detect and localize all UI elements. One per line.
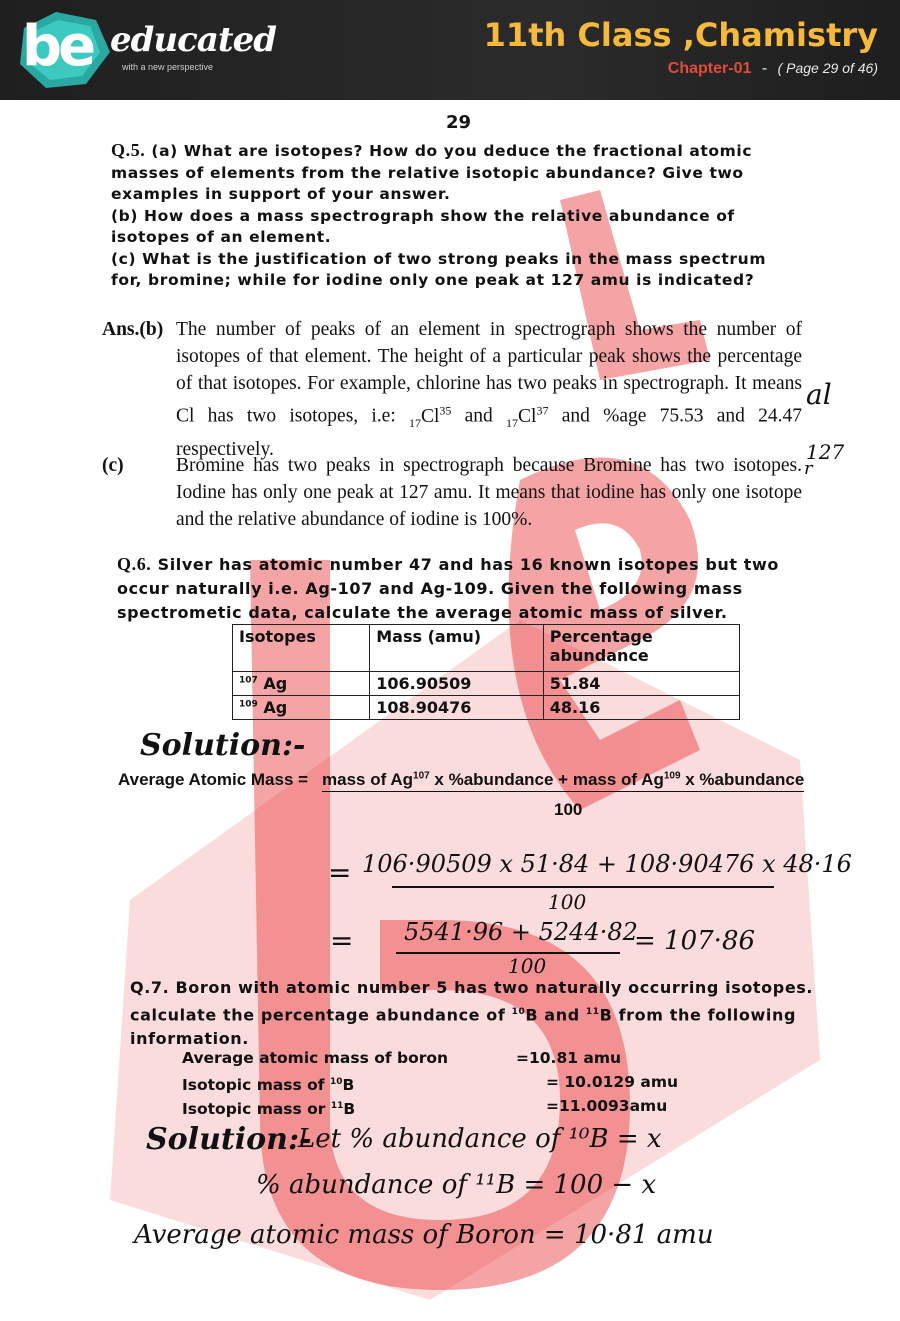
- q7-sup-10: 10: [511, 1007, 526, 1017]
- q5-text-4: (b) How does a mass spectrograph show the relative abundance of: [111, 206, 735, 225]
- logo-be-text: be: [22, 14, 93, 79]
- table-header-isotopes: Isotopes: [233, 625, 370, 672]
- answer-b-body: [176, 316, 802, 463]
- isotope-cl35: [408, 403, 452, 430]
- logo-tagline: with a new perspective: [122, 62, 214, 72]
- q7-line-2: [130, 1000, 850, 1027]
- cl35-sub: 17: [408, 415, 421, 430]
- q6-text-2: occur naturally i.e. Ag-107 and Ag-109. Given the following mass: [117, 579, 743, 598]
- boron-label-3: Isotopic mass or: [182, 1100, 326, 1119]
- page-title: 11th Class ,Chamistry: [483, 16, 878, 54]
- boron-value-2: = 10.0129 amu: [546, 1073, 679, 1091]
- isotope-symbol: Ag: [263, 698, 288, 717]
- table-cell-mass: 106.90509: [370, 672, 544, 696]
- calc-fraction-line-1: [392, 886, 774, 888]
- boron-value-3: =11.0093amu: [546, 1097, 668, 1115]
- q7-text-2b: B and: [525, 1005, 580, 1025]
- question-5: [111, 140, 831, 292]
- q5-text-3: examples in support of your answer.: [111, 185, 451, 203]
- table-row: [233, 696, 740, 720]
- q5-label: Q.5.: [111, 140, 146, 160]
- chapter-dash: -: [761, 60, 768, 77]
- boron-sym-2: B: [342, 1076, 355, 1095]
- calc-result: = 107·86: [634, 926, 756, 956]
- q6-label: Q.6.: [117, 554, 152, 574]
- table-cell-isotope: [233, 696, 370, 720]
- formula-num-b: x %abundance + mass of Ag: [429, 770, 664, 789]
- answer-c: [102, 452, 802, 536]
- answer-b-label: Ans.(b): [102, 319, 164, 340]
- formula-lhs: Average Atomic Mass =: [118, 770, 309, 789]
- calc-numerator-1: 106·90509 x 51·84 + 108·90476 x 48·16: [362, 850, 852, 878]
- answer-c-label: (c): [102, 455, 124, 476]
- q7-sup-11: 11: [585, 1007, 600, 1017]
- boron-sym-3: B: [343, 1100, 356, 1119]
- formula-denominator: 100: [554, 800, 583, 819]
- q7-text-2c: B from the following: [599, 1005, 796, 1025]
- table-header-mass: Mass (amu): [370, 625, 544, 672]
- boron-row-3: [182, 1094, 668, 1119]
- q5-text-2: masses of elements from the relative isotopic abundance? Give two: [111, 163, 744, 182]
- formula-num-a: mass of Ag: [322, 770, 414, 789]
- q5-text-5: isotopes of an element.: [111, 228, 332, 246]
- q6-line-1: [117, 552, 837, 577]
- q5-text-6: (c) What is the justification of two strong peaks in the mass spectrum: [111, 249, 767, 268]
- margin-note-127: 127: [806, 440, 845, 464]
- q7-label: Q.7.: [130, 978, 170, 997]
- answer-b-and: and: [464, 405, 493, 427]
- page-number: 29: [446, 112, 472, 133]
- q7-text-2a: calculate the percentage abundance of: [130, 1005, 506, 1025]
- answer-c-body: Bromine has two peaks in spectrograph because Bromine has two isotopes. Iodine has only one peak at 127 amu. It means that iodine has only one isotope and the relative abundance of iodine is 100%.: [176, 455, 802, 530]
- question-7: [130, 976, 850, 1051]
- table-cell-abundance: 51.84: [543, 672, 739, 696]
- isotope-mass-number: 109: [239, 699, 258, 710]
- boron-row-1: [182, 1046, 622, 1070]
- answer-b-text-2: and %age 75.53 and 24.47 respectively.: [176, 405, 803, 461]
- isotope-cl37: [506, 403, 549, 430]
- table-cell-isotope: [233, 672, 370, 696]
- chapter-info: [668, 60, 878, 78]
- q5-line-1: [111, 140, 831, 163]
- page-header: [0, 0, 900, 100]
- formula-sup-a: 107: [413, 770, 430, 782]
- isotope-symbol: Ag: [263, 674, 288, 693]
- table-header-row: [233, 625, 740, 672]
- solution-label: Solution:-: [140, 728, 306, 763]
- q5-text-7: for, bromine; while for iodine only one peak at 127 amu is indicated?: [111, 271, 755, 289]
- margin-note-r: r: [804, 458, 813, 479]
- chapter-label: Chapter-01: [667, 60, 752, 77]
- q6-text-1: Silver has atomic number 47 and has 16 known isotopes but two: [157, 555, 780, 574]
- formula-numerator: [322, 770, 804, 792]
- formula-sup-b: 109: [663, 770, 681, 782]
- formula-num-c: x %abundance: [680, 770, 805, 789]
- average-atomic-mass-formula: [118, 770, 805, 819]
- solution-2-line-3: Average atomic mass of Boron = 10·81 amu: [134, 1220, 714, 1250]
- table-cell-mass: 108.90476: [370, 696, 544, 720]
- cl37-sub: 17: [506, 415, 519, 430]
- cl35-symbol: Cl: [420, 405, 440, 427]
- solution-2-label: Solution:-: [146, 1122, 312, 1157]
- solution-2-line-1: Let % abundance of ¹⁰B = x: [298, 1124, 662, 1154]
- page-info: ( Page 29 of 46): [777, 60, 878, 76]
- calc-equals-2: =: [330, 924, 354, 957]
- boron-data: [182, 1046, 679, 1119]
- boron-value-1: =10.81 amu: [516, 1049, 622, 1067]
- isotope-table: [232, 624, 740, 720]
- answer-b-text: The number of peaks of an element in spectrograph shows the number of isotopes of that element. The height of a particular peak shows the percentage of that isotopes. For example, chlorine has two peaks in spectrograph. It means Cl has two isotopes, i.e:: [176, 319, 802, 427]
- table-row: [233, 672, 740, 696]
- cl37-sup: 37: [536, 403, 549, 417]
- q7-line-1: [130, 976, 850, 1000]
- logo-word: educated: [110, 20, 276, 60]
- table-header-abundance: Percentage abundance: [543, 625, 739, 672]
- boron-row-2: [182, 1070, 679, 1095]
- q7-text-1: Boron with atomic number 5 has two naturally occurring isotopes.: [175, 978, 814, 997]
- beeducated-logo[interactable]: [12, 8, 276, 94]
- cl35-sup: 35: [439, 403, 452, 417]
- table-cell-abundance: 48.16: [543, 696, 739, 720]
- question-6: [117, 552, 837, 625]
- solution-2-line-2: % abundance of ¹¹B = 100 − x: [256, 1170, 657, 1200]
- cl37-symbol: Cl: [518, 405, 537, 427]
- isotope-mass-number: 107: [239, 675, 258, 686]
- calc-equals-1: =: [328, 856, 352, 889]
- calc-denominator-2: 100: [508, 954, 547, 978]
- q5-text-1: (a) What are isotopes? How do you deduce the fractional atomic: [151, 142, 753, 160]
- q6-text-3: spectrometic data, calculate the average atomic mass of silver.: [117, 603, 728, 622]
- boron-label-2: Isotopic mass of: [182, 1076, 325, 1095]
- boron-sup-3: 11: [330, 1101, 344, 1111]
- margin-note-al: al: [806, 378, 832, 411]
- calc-denominator-1: 100: [548, 890, 587, 914]
- calc-numerator-2: 5541·96 + 5244·82: [404, 918, 638, 946]
- boron-sup-2: 10: [329, 1077, 343, 1087]
- answer-b: [102, 316, 803, 461]
- boron-label-1: Average atomic mass of boron: [182, 1049, 449, 1067]
- q7-text-3: information.: [130, 1029, 249, 1049]
